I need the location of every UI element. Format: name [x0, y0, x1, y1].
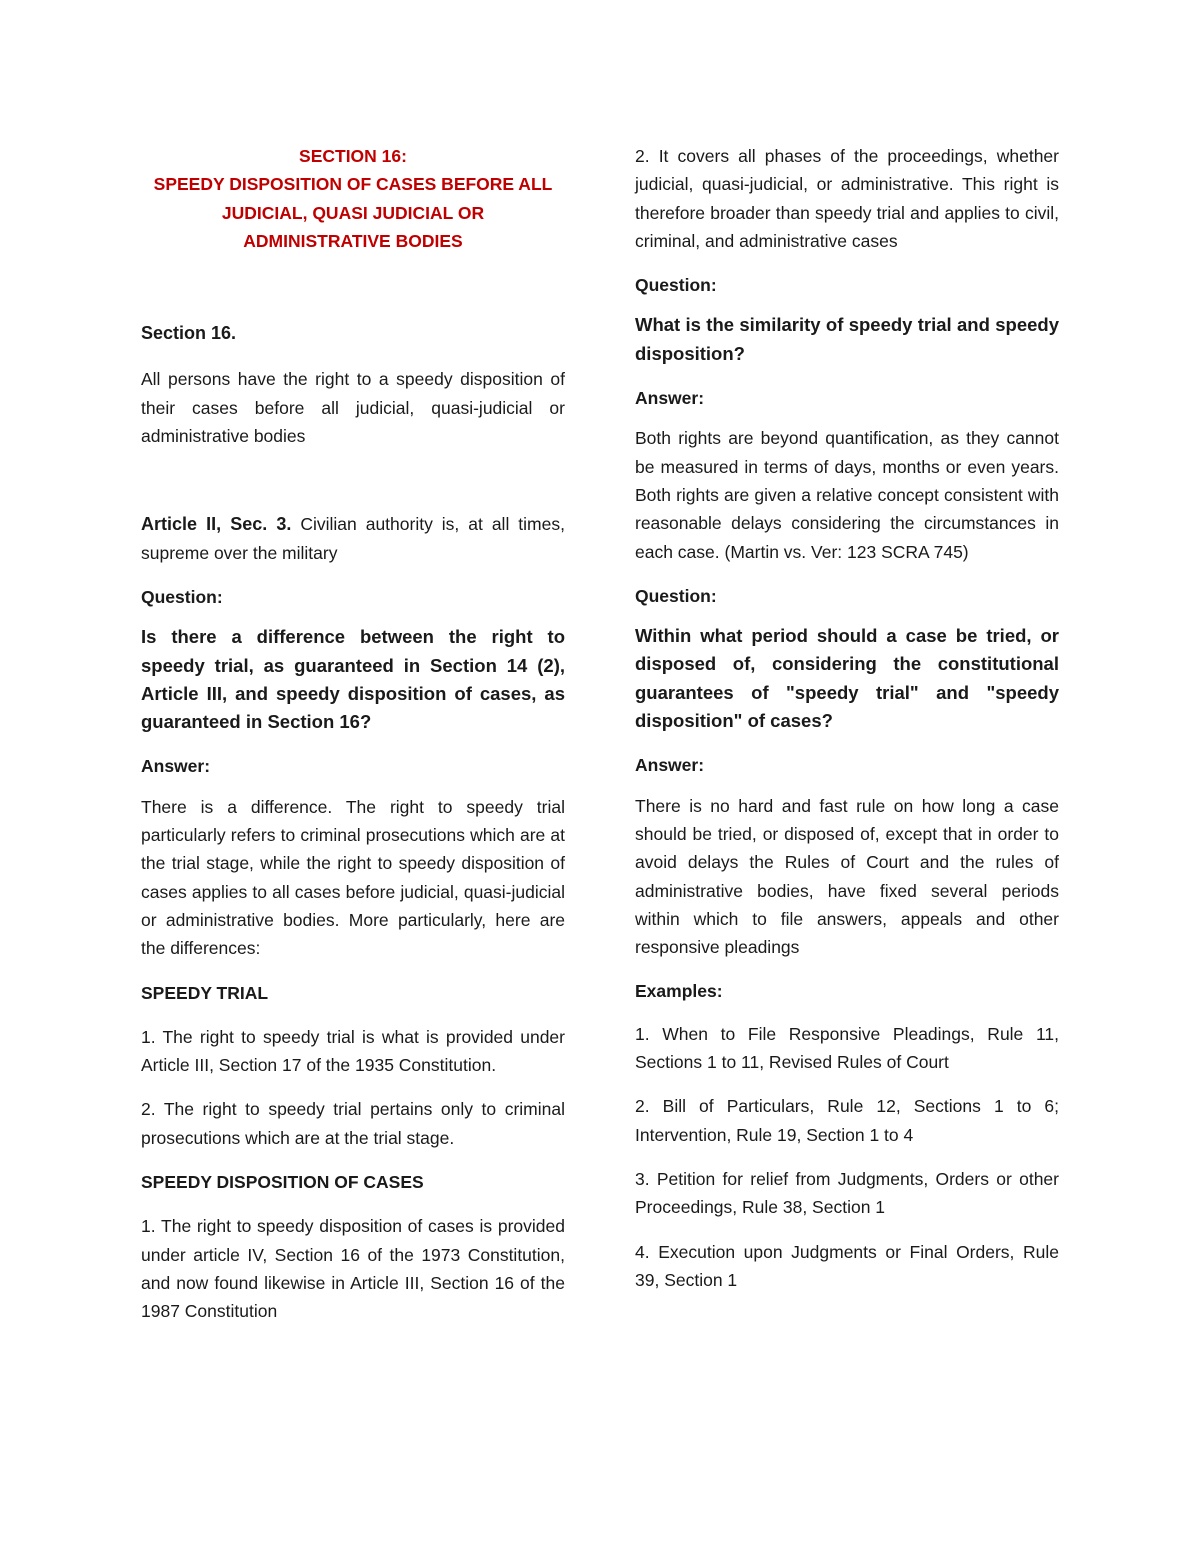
question-text: Within what period should a case be tried, or disposed of, considering the constitutional guarantees of "speedy trial" and "speedy disposition" of cases?: [635, 625, 1059, 732]
speedy-disposition-heading: SPEEDY DISPOSITION OF CASES: [141, 1172, 424, 1193]
article-paragraph: [141, 510, 565, 567]
section-text: All persons have the right to a speedy disposition of their cases before all judicial, quasi-judicial or administrative bodies: [141, 369, 565, 447]
section-heading: Section 16.: [141, 323, 237, 344]
speedy-trial-heading: SPEEDY TRIAL: [141, 982, 269, 1003]
example-item-3: 3. Petition for relief from Judgments, Orders or other Proceedings, Rule 38, Section 1: [635, 1168, 1059, 1218]
title-line-2: SPEEDY DISPOSITION OF CASES BEFORE ALL: [153, 174, 553, 195]
answer-text: There is a difference. The right to speedy trial particularly refers to criminal prosecutions which are at the trial stage, while the right to speedy disposition of cases applies to all cases before judicial, quasi-judicial or administrative bodies. More particularly, here are the differences:: [141, 796, 565, 959]
answer-label: Answer:: [635, 755, 705, 776]
document-title: [141, 142, 565, 255]
example-item-4: 4. Execution upon Judgments or Final Orders, Rule 39, Section 1: [635, 1241, 1059, 1290]
question-label: Question:: [141, 586, 223, 607]
speedy-disposition-item-2: 2. It covers all phases of the proceedings, whether judicial, quasi-judicial, or administrative. This right is therefore broader than speedy trial and applies to civil, criminal, and administrative cases: [635, 146, 1059, 251]
article-ref: Article II, Sec. 3.: [141, 514, 292, 535]
examples-label: Examples:: [635, 981, 723, 1002]
speedy-trial-item-2: 2. The right to speedy trial pertains only to criminal prosecutions which are at the trial stage.: [141, 1099, 565, 1148]
speedy-trial-item-1: 1. The right to speedy trial is what is provided under Article III, Section 17 of the 1935 Constitution.: [141, 1026, 565, 1076]
title-line-1: SECTION 16:: [299, 146, 407, 166]
left-column: [141, 142, 565, 1342]
title-line-4: ADMINISTRATIVE BODIES: [243, 230, 463, 251]
answer-text: There is no hard and fast rule on how long a case should be tried, or disposed of, except that in order to avoid delays the Rules of Court and the rules of administrative bodies, have fixed several periods within which to file answers, appeals and other responsive pleadings: [635, 795, 1059, 958]
example-item-2: 2. Bill of Particulars, Rule 12, Sections 1 to 6; Intervention, Rule 19, Section 1 to 4: [635, 1096, 1059, 1145]
question-label: Question:: [635, 275, 717, 296]
answer-label: Answer:: [635, 388, 705, 409]
article-text: Civilian authority is, at all times, supreme over the military: [141, 514, 565, 563]
question-text: What is the similarity of speedy trial and speedy disposition?: [635, 314, 1059, 364]
question-label: Question:: [635, 585, 717, 606]
right-column: [635, 142, 1059, 1310]
speedy-disposition-item-1: 1. The right to speedy disposition of cases is provided under article IV, Section 16 of the 1973 Constitution, and now found likewise in Article III, Section 16 of the 1987 Constitution: [141, 1216, 565, 1322]
answer-text: Both rights are beyond quantification, as they cannot be measured in terms of days, months or even years. Both rights are given a relative concept consistent with reasonable delays considering the circumstances in each case. (Martin vs. Ver: 123 SCRA 745): [635, 428, 1059, 562]
title-line-3: JUDICIAL, QUASI JUDICIAL OR: [221, 202, 485, 223]
answer-label: Answer:: [141, 756, 211, 777]
example-item-1: 1. When to File Responsive Pleadings, Rule 11, Sections 1 to 11, Revised Rules of Court: [635, 1023, 1059, 1073]
question-text: Is there a difference between the right to speedy trial, as guaranteed in Section 14 (2), Article III, and speedy disposition of cases, as guaranteed in Section 16?: [141, 626, 565, 733]
